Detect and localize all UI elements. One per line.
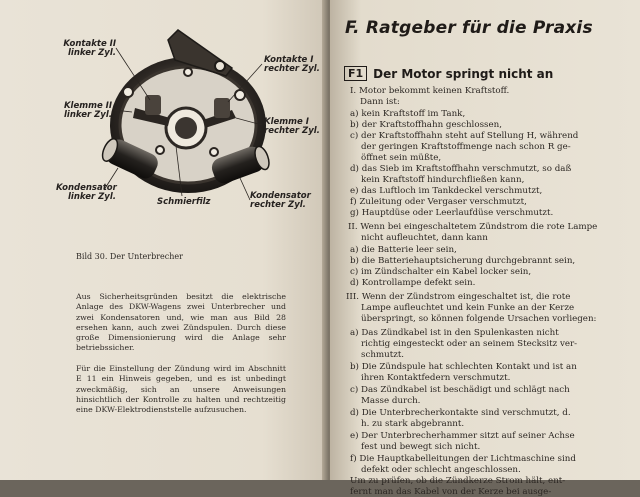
text-line: überspringt, so können folgende Ursachen vorliegen: <box>361 314 597 324</box>
label-kondensator-links: Kondensator linker Zyl. <box>56 183 117 202</box>
text-line: c) der Kraftstoffhahn steht auf Stellung H, während <box>350 131 579 141</box>
section-title: Der Motor springt nicht an <box>373 66 554 81</box>
text-line: c) im Zündschalter ein Kabel locker sein, <box>350 267 532 277</box>
text-line: II. Wenn bei eingeschaltetem Zündstrom die rote Lampe <box>348 222 598 232</box>
paragraph-zuendung <box>76 364 286 415</box>
paragraph-text: Aus Sicherheitsgründen besitzt die elektrische Anlage des DKW-Wagens zwei Unterbrecher und zwei Kondensatoren und, wie man aus Bild 28 ersehen kann, auch zwei Zündspulen. Durch diese große Dimensionierung wird die Anlage sehr betriebssicher. <box>76 292 286 353</box>
paragraph-sicherheit <box>76 292 286 354</box>
shaft-hole <box>175 117 197 139</box>
figure-caption: Bild 30. Der Unterbrecher <box>76 252 183 261</box>
label-schmierfilz: Schmierfilz <box>157 197 211 207</box>
section-code: F1 <box>344 66 367 81</box>
text-line: c) Das Zündkabel ist beschädigt und schlägt nach <box>350 385 570 395</box>
contact-block-left <box>145 95 161 115</box>
section-heading <box>344 66 553 81</box>
text-line: g) Hauptdüse oder Leerlaufdüse verschmutzt. <box>350 208 554 218</box>
text-line: b) der Kraftstoffhahn geschlossen, <box>350 120 502 130</box>
text-line: f) Zuleitung oder Vergaser verschmutzt, <box>350 197 527 207</box>
text-line: b) Die Zündspule hat schlechten Kontakt und ist an <box>350 362 577 372</box>
text-line: nicht aufleuchtet, dann kann <box>361 233 488 243</box>
text-line: Masse durch. <box>361 396 421 406</box>
left-page <box>0 0 328 480</box>
breaker-figure <box>0 0 328 240</box>
label-kontakte-links: Kontakte II linker Zyl. <box>63 39 116 58</box>
text-line: schmutzt. <box>361 350 405 360</box>
text-line: öffnet sein müßte, <box>361 153 442 163</box>
label-kondensator-rechts: Kondensator rechter Zyl. <box>250 191 311 210</box>
text-line: d) das Sieb im Kraftstoffhahn verschmutzt, so daß <box>350 164 572 174</box>
text-line: d) Kontrollampe defekt sein. <box>350 278 476 288</box>
text-line: Dann ist: <box>360 97 400 107</box>
text-line: e) das Luftloch im Tankdeckel verschmutzt, <box>350 186 543 196</box>
text-line: kein Kraftstoff hindurchfließen kann, <box>361 175 525 185</box>
text-line: d) Die Unterbrecherkontakte sind verschmutzt, d. <box>350 408 571 418</box>
text-line: richtig eingesteckt oder an seinem Stecksitz ver- <box>361 339 578 349</box>
text-line: fernt man das Kabel von der Kerze bei ausge- <box>350 487 552 497</box>
contact-block-right <box>214 98 230 118</box>
text-line: a) Das Zündkabel ist in den Spulenkasten nicht <box>350 328 559 338</box>
text-line: Lampe aufleuchtet und kein Funke an der Kerze <box>361 303 575 313</box>
text-line: I. Motor bekommt keinen Kraftstoff. <box>350 86 510 96</box>
text-line: Um zu prüfen, ob die Zündkerze Strom hält, ent- <box>350 476 566 486</box>
text-line: h. zu stark abgebrannt. <box>361 419 465 429</box>
text-line: a) die Batterie leer sein, <box>350 245 457 255</box>
text-line: f) Die Hauptkabelleitungen der Lichtmaschine sind <box>350 454 576 464</box>
chapter-title: F. Ratgeber für die Praxis <box>345 18 593 38</box>
text-line: der geringen Kraftstoffmenge nach schon R ge- <box>361 142 571 152</box>
text-line: ihren Kontaktfedern verschmutzt. <box>361 373 511 383</box>
text-line: e) Der Unterbrecherhammer sitzt auf seiner Achse <box>350 431 575 441</box>
label-kontakte-rechts: Kontakte I rechter Zyl. <box>264 55 320 74</box>
text-line: defekt oder schlecht angeschlossen. <box>361 465 521 475</box>
text-line: III. Wenn der Zündstrom eingeschaltet ist, die rote <box>346 292 571 302</box>
paragraph-text: Für die Einstellung der Zündung wird im Abschnitt E 11 ein Hinweis gegeben, und es ist unbedingt zweckmäßig, sich an unsere Anweisungen hinsichtlich der Kontrolle zu halten und rechtzeitig eine DKW-Elektrodienststelle aufzusuchen. <box>76 364 286 415</box>
label-klemme-rechts: Klemme I rechter Zyl. <box>264 117 320 136</box>
text-line: fest und bewegt sich nicht. <box>361 442 481 452</box>
text-line: b) die Batteriehauptsicherung durchgebrannt sein, <box>350 256 576 266</box>
text-line: a) kein Kraftstoff im Tank, <box>350 109 466 119</box>
label-klemme-links: Klemme II linker Zyl. <box>63 101 112 120</box>
